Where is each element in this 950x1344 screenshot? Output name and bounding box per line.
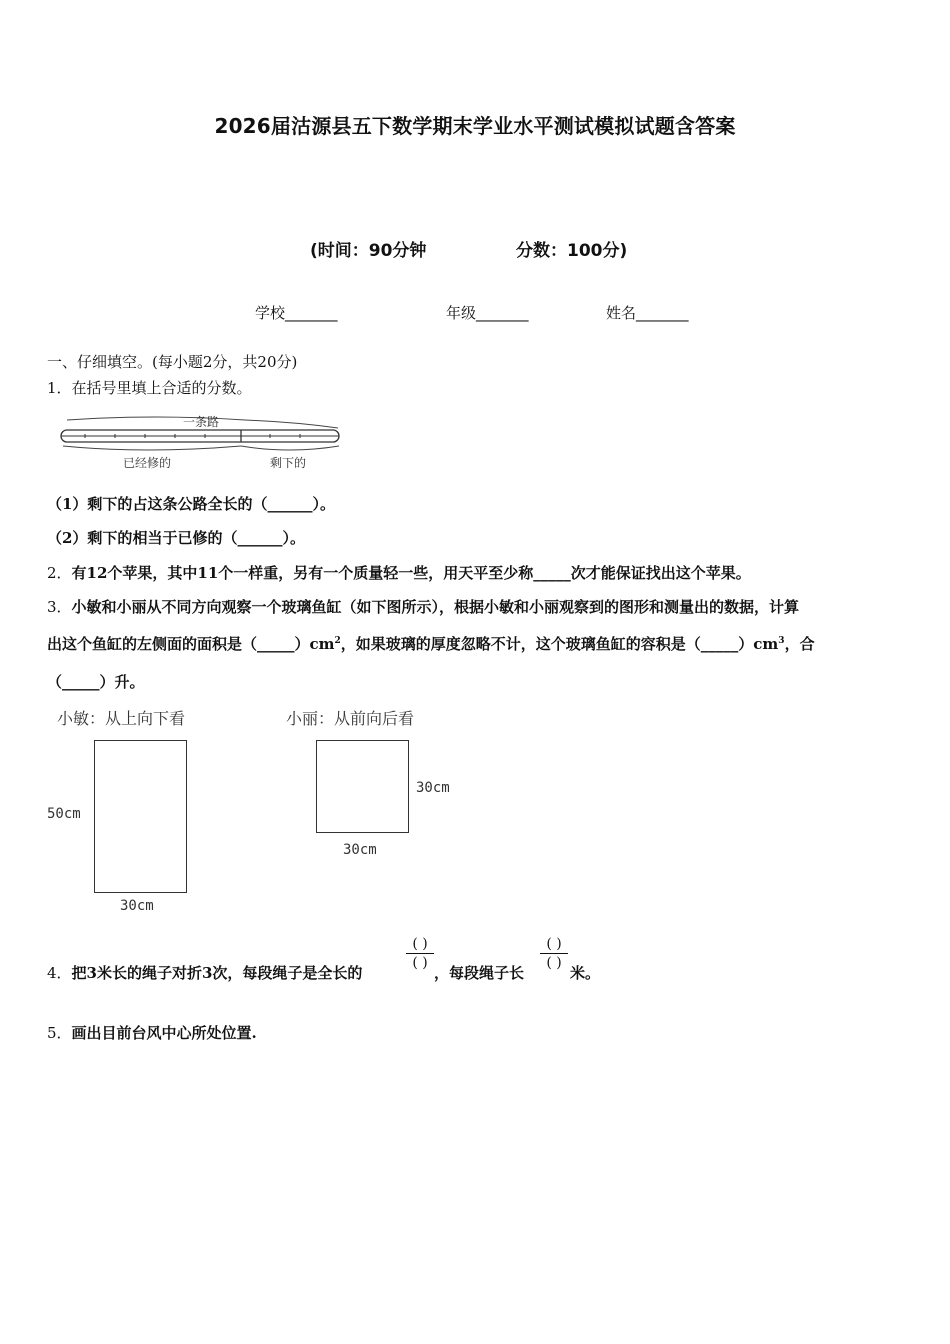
fig-label-done: 已经修的 <box>123 456 172 470</box>
question-1-sub-1: （1）剩下的占这条公路全长的（______）。 <box>47 495 335 513</box>
question-number: 1． <box>47 379 72 397</box>
exam-score: 分数：100分) <box>516 241 628 261</box>
question-1-sub-2: （2）剩下的相当于已修的（______）。 <box>47 529 305 547</box>
xiaoli-view-label: 小丽：从前向后看 <box>286 709 415 728</box>
q3-text-c: ，合 <box>784 635 815 653</box>
top-view-width-label: 30cm <box>120 898 154 914</box>
question-3-line-3: （_____）升。 <box>47 673 145 691</box>
question-1 <box>47 377 252 398</box>
left-brace <box>63 446 241 450</box>
page-title: 2026届沽源县五下数学期末学业水平测试模拟试题含答案 <box>214 114 736 138</box>
fig-label-road: 一条路 <box>183 415 220 429</box>
question-text: 小敏和小丽从不同方向观察一个玻璃鱼缸（如下图所示），根据小敏和小丽观察到的图形和测量出的数据，计算 <box>71 598 800 616</box>
front-view-height-label: 30cm <box>416 780 450 796</box>
q3-sup-3: 3 <box>778 636 785 646</box>
fraction-bar <box>406 953 434 954</box>
question-4 <box>47 962 362 983</box>
top-brace-right <box>245 420 338 428</box>
right-brace <box>241 446 339 450</box>
road-figure <box>55 408 350 478</box>
name-field[interactable]: 姓名_______ <box>606 304 689 322</box>
fraction-blank-1[interactable] <box>406 936 434 971</box>
q3-text-b: ，如果玻璃的厚度忽略不计，这个玻璃鱼缸的容积是（_____）cm <box>340 635 779 653</box>
question-3-line-1 <box>47 596 799 617</box>
q4-text-a: 把3米长的绳子对折3次，每段绳子是全长的 <box>71 964 363 982</box>
question-5 <box>47 1022 257 1043</box>
question-number: 4． <box>47 964 72 982</box>
exam-time: (时间：90分钟 <box>310 241 427 261</box>
question-3-line-2 <box>47 633 815 654</box>
question-number: 5． <box>47 1024 72 1042</box>
front-view-square <box>316 740 409 833</box>
q4-text-b: ，每段绳子长 <box>434 964 525 982</box>
top-view-rectangle <box>94 740 187 893</box>
fraction-bar <box>540 953 568 954</box>
top-view-height-label: 50cm <box>47 806 81 822</box>
question-text: 在括号里填上合适的分数。 <box>71 379 252 397</box>
q3-sup-2: 2 <box>334 636 341 646</box>
numerator-blank[interactable]: ( ) <box>412 936 428 952</box>
q4-text-c: 米。 <box>570 964 601 982</box>
question-text: 画出目前台风中心所处位置. <box>71 1024 257 1042</box>
question-number: 2． <box>47 564 72 582</box>
section-heading: 一、仔细填空。(每小题2分，共20分) <box>47 353 298 371</box>
question-number: 3． <box>47 598 72 616</box>
denominator-blank[interactable]: ( ) <box>546 955 562 971</box>
question-2 <box>47 562 751 583</box>
numerator-blank[interactable]: ( ) <box>546 936 562 952</box>
question-text: 有12个苹果，其中11个一样重，另有一个质量轻一些，用天平至少称_____次才能保证找出这个苹果。 <box>71 564 751 582</box>
q3-text-a: 出这个鱼缸的左侧面的面积是（_____）cm <box>47 635 335 653</box>
fig-label-remaining: 剩下的 <box>270 456 307 470</box>
xiaomin-view-label: 小敏：从上向下看 <box>57 709 186 728</box>
denominator-blank[interactable]: ( ) <box>412 955 428 971</box>
grade-field[interactable]: 年级_______ <box>446 304 529 322</box>
fraction-blank-2[interactable] <box>540 936 568 971</box>
front-view-width-label: 30cm <box>343 842 377 858</box>
school-field[interactable]: 学校_______ <box>255 304 338 322</box>
